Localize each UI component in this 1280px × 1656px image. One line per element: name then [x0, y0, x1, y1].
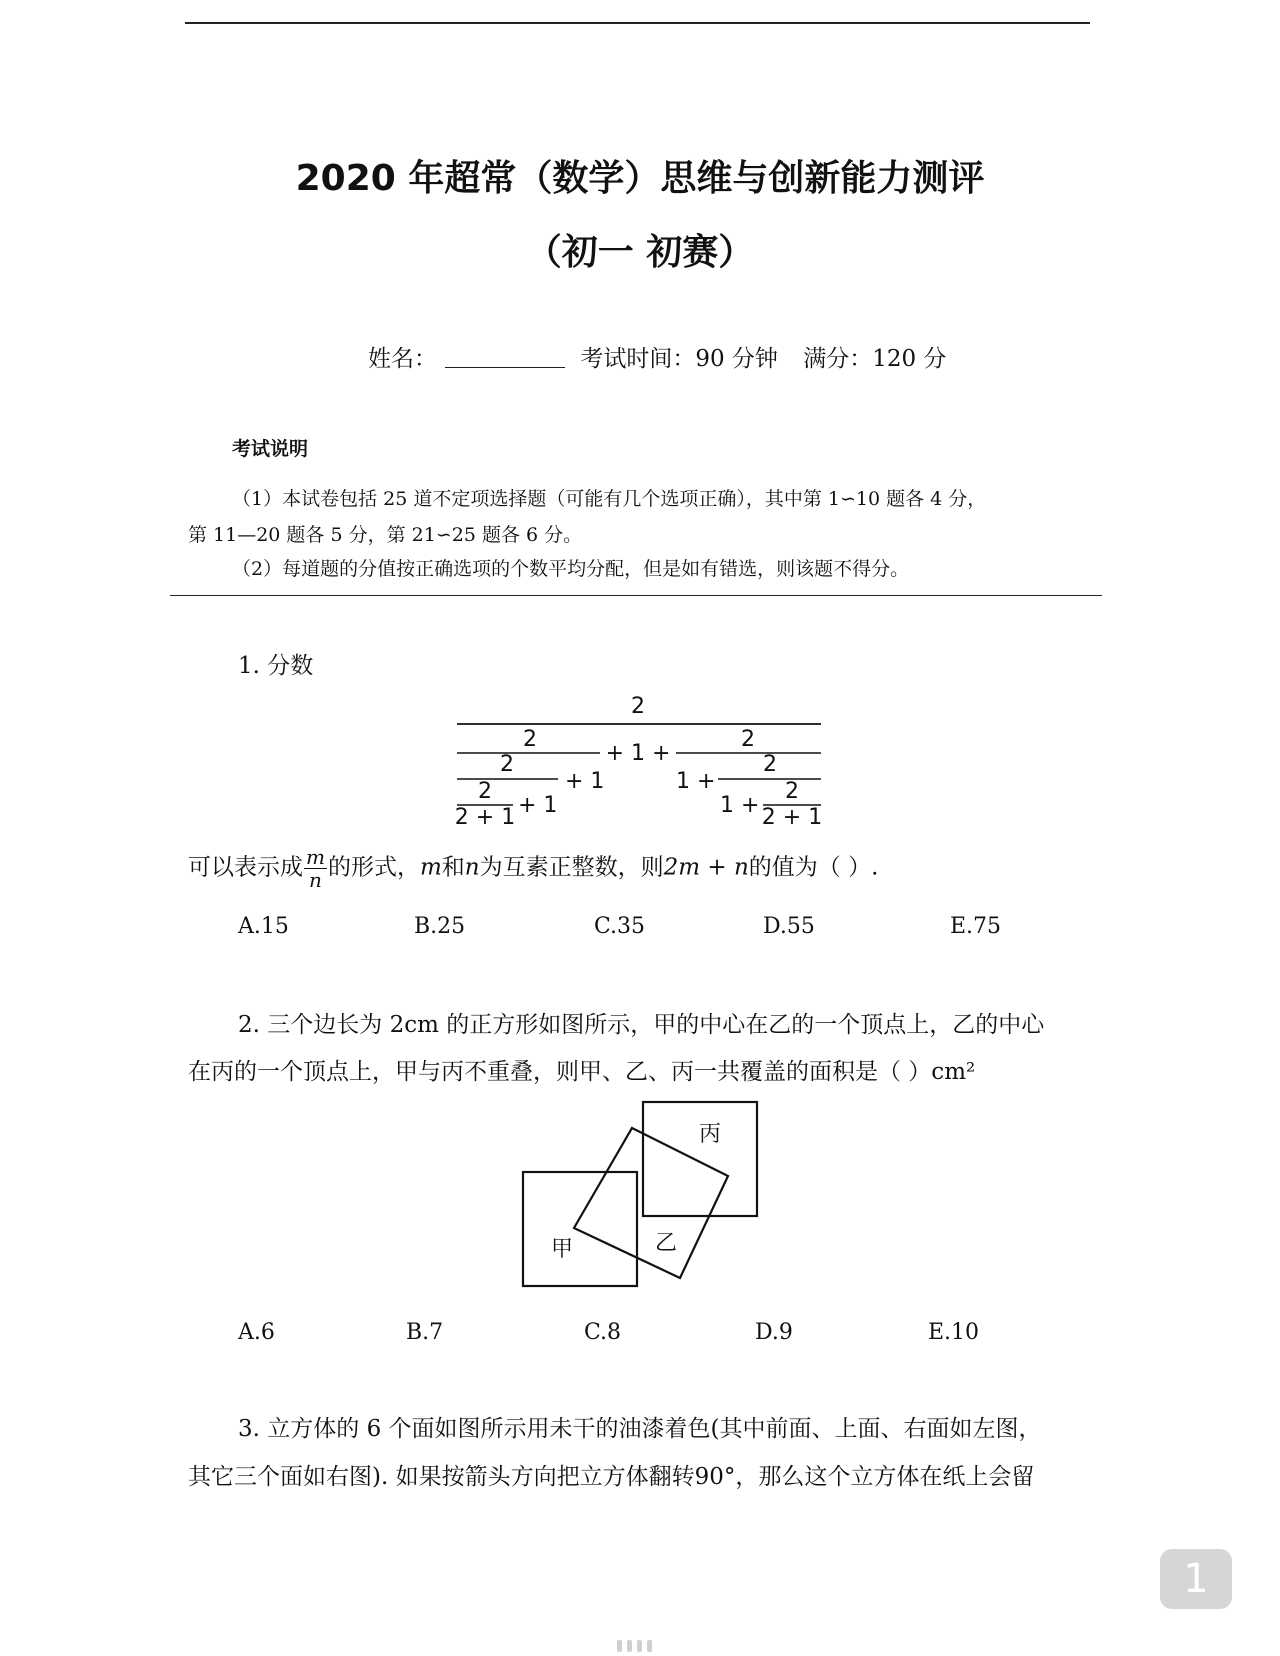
q2-option-c: C.8 — [584, 1320, 622, 1345]
q1-label: 1. 分数 — [238, 653, 314, 679]
q1-option-c: C.35 — [594, 914, 646, 939]
q2-line1: 2. 三个边长为 2cm 的正方形如图所示，甲的中心在乙的一个顶点上，乙的中心 — [238, 1012, 1045, 1038]
frac-middle-op: + 1 + — [605, 741, 671, 766]
frac-right-num: 2 — [741, 727, 755, 752]
page-title: 2020 年超常（数学）思维与创新能力测评 — [295, 158, 985, 199]
q2-option-d: D.9 — [755, 1320, 793, 1345]
q3-line2: 其它三个面如右图). 如果按箭头方向把立方体翻转90°，那么这个立方体在纸上会留 — [188, 1464, 1035, 1490]
q1-continued-fraction — [0, 690, 1280, 830]
name-label: 姓名： — [368, 346, 437, 372]
q1-option-d: D.55 — [763, 914, 815, 939]
q1-frac-n: n — [309, 868, 322, 892]
q1-var-m: m — [419, 854, 442, 881]
q2-line2: 在丙的一个顶点上，甲与丙不重叠，则甲、乙、丙一共覆盖的面积是（ ）cm² — [188, 1059, 976, 1085]
frac-left-mid-num: 2 — [500, 752, 514, 777]
frac-left-inner-num: 2 — [478, 779, 492, 804]
q1-text-c: 和 — [441, 854, 465, 881]
square-bing — [643, 1102, 757, 1216]
q1-var-n: n — [464, 854, 480, 881]
instructions-item1-line1: （1）本试卷包括 25 道不定项选择题（可能有几个选项正确），其中第 1∽10 题各 4 分， — [232, 488, 987, 510]
scroll-indicator-3 — [637, 1640, 642, 1652]
q1-expr: 2m + n — [663, 854, 749, 881]
frac-top-num: 2 — [631, 694, 645, 719]
instructions-item2: （2）每道题的分值按正确选项的个数平均分配，但是如有错选，则该题不得分。 — [232, 558, 910, 580]
frac-right-one: 1 + — [676, 769, 716, 794]
q2-option-b: B.7 — [406, 1320, 444, 1345]
page-subtitle: （初一 初赛） — [525, 232, 755, 273]
exam-info — [368, 340, 946, 373]
q1-option-a: A.15 — [238, 914, 289, 939]
label-jia: 甲 — [550, 1237, 574, 1262]
q1-text-b: 的形式， — [327, 854, 420, 881]
scroll-indicator-2 — [627, 1640, 632, 1652]
instructions-heading: 考试说明 — [232, 438, 309, 460]
q1-option-b: B.25 — [414, 914, 466, 939]
frac-right-inner-den: 2 + 1 — [761, 805, 823, 830]
q1-statement — [188, 846, 878, 891]
frac-left-inner-plus1: + 1 — [518, 793, 558, 818]
q1-option-e: E.75 — [950, 914, 1002, 939]
scroll-indicator-1 — [617, 1640, 622, 1652]
frac-right-one2: 1 + — [720, 793, 760, 818]
full-score: 满分：120 分 — [803, 346, 947, 372]
frac-left-plus1: + 1 — [565, 769, 605, 794]
frac-right-mid-num: 2 — [763, 752, 777, 777]
q1-text-a: 可以表示成 — [188, 854, 303, 881]
frac-left-inner-den: 2 + 1 — [454, 805, 516, 830]
q1-m-over-n — [304, 846, 327, 891]
square-yi — [574, 1128, 728, 1278]
instructions-rule — [170, 595, 1102, 596]
q2-option-a: A.6 — [238, 1320, 275, 1345]
q3-line1: 3. 立方体的 6 个面如图所示用未干的油漆着色(其中前面、上面、右面如左图， — [238, 1416, 1042, 1442]
q2-squares-figure — [0, 1096, 1280, 1296]
frac-left-num: 2 — [523, 727, 537, 752]
instructions-item1-line2: 第 11—20 题各 5 分，第 21∽25 题各 6 分。 — [188, 524, 583, 546]
scroll-indicator-4 — [647, 1640, 652, 1652]
square-jia — [523, 1172, 637, 1286]
q1-frac-m: m — [306, 845, 325, 869]
q2-option-e: E.10 — [928, 1320, 980, 1345]
top-rule — [185, 22, 1090, 24]
page-number-badge[interactable]: 1 — [1160, 1549, 1232, 1609]
label-yi: 乙 — [654, 1231, 678, 1256]
exam-time: 考试时间：90 分钟 — [580, 346, 778, 372]
q1-text-e: 的值为（ ）. — [748, 854, 879, 881]
frac-right-inner-num: 2 — [785, 779, 799, 804]
name-blank — [445, 347, 565, 368]
label-bing: 丙 — [698, 1122, 722, 1147]
q1-text-d: 为互素正整数，则 — [479, 854, 664, 881]
